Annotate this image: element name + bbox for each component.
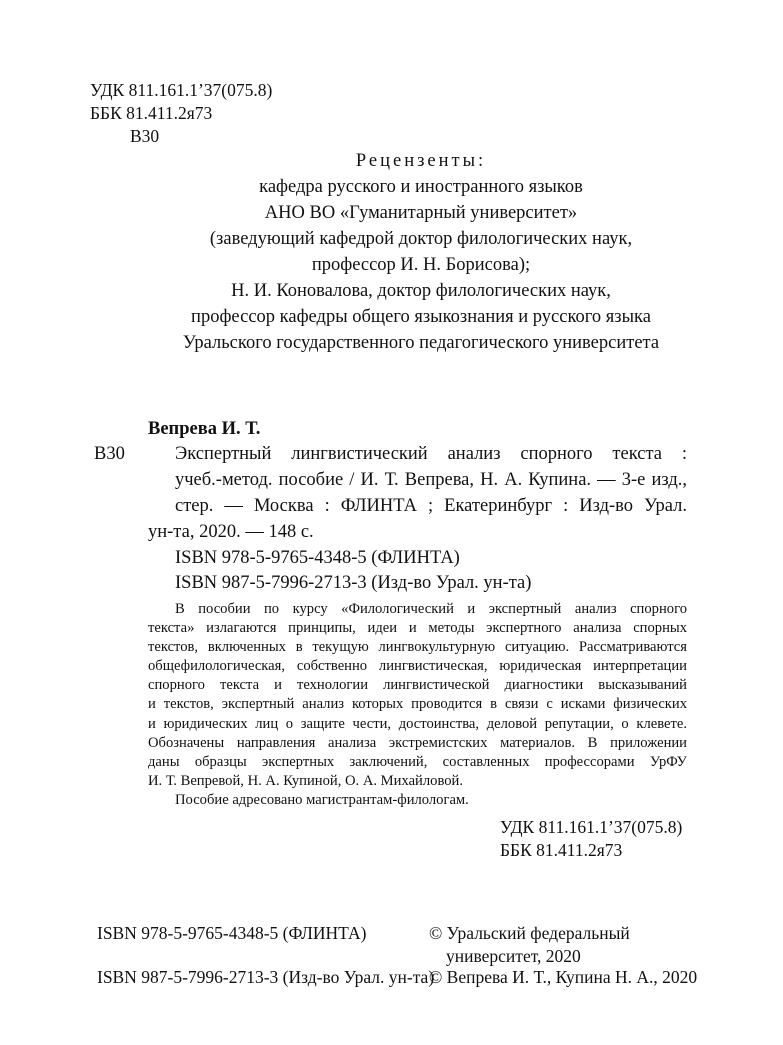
copyright-holder: © Уральский федеральный xyxy=(429,923,630,943)
abstract-line: и текстов, экспертный анализ которых проводится в связи с исками физических xyxy=(148,696,687,713)
audience-line: Пособие адресовано магистрантам-филологам. xyxy=(175,791,469,808)
reviewer-line: (заведующий кафедрой доктор филологических наук, xyxy=(209,229,633,249)
isbn-line: ISBN 987-5-7996-2713-3 (Изд-во Урал. ун-та) xyxy=(175,573,532,593)
reviewers-block xyxy=(130,148,712,356)
description-line: ун-та, 2020. — 148 с. xyxy=(148,522,314,542)
bbk-code-right: ББК 81.411.2я73 xyxy=(500,840,623,860)
abstract-line: текста» излагаются принципы, идеи и методы экспертного анализа спорных xyxy=(148,620,687,637)
description-line: Экспертный лингвистический анализ спорного текста : xyxy=(175,444,687,464)
reviewer-line: Уральского государственного педагогического университета xyxy=(182,333,660,353)
abstract-line: И. Т. Вепревой, Н. А. Купиной, О. А. Михайловой. xyxy=(148,772,463,789)
udk-code-right: УДК 811.161.1’37(075.8) xyxy=(500,817,683,837)
udk-code: УДК 811.161.1’37(075.8) xyxy=(90,80,273,100)
author-sign: В30 xyxy=(130,126,160,146)
reviewer-line: профессор И. Н. Борисова); xyxy=(311,255,531,275)
abstract-line: даны образцы экспертных заключений, составленных профессорами УрФУ xyxy=(148,753,687,770)
copyright-authors: © Вепрева И. Т., Купина Н. А., 2020 xyxy=(429,967,698,987)
abstract xyxy=(148,600,687,810)
abstract-line: и юридических лиц о защите чести, достоинства, деловой репутации, о клевете. xyxy=(148,715,687,732)
bbk-code: ББК 81.411.2я73 xyxy=(90,103,213,123)
description-line: учеб.-метод. пособие / И. Т. Вепрева, Н. А. Купина. — 3-е изд., xyxy=(175,470,687,490)
reviewer-line: АНО ВО «Гуманитарный университет» xyxy=(264,203,578,223)
isbn-line: ISBN 978-5-9765-4348-5 (ФЛИНТА) xyxy=(175,548,460,568)
abstract-line: Обозначены направления анализа экстремистских материалов. В приложении xyxy=(148,734,687,751)
abstract-line: спорного текста и технологии лингвистической диагностики высказываний xyxy=(148,677,687,694)
reviewers-title: Рецензенты: xyxy=(355,151,487,171)
isbn-urfu: ISBN 987-5-7996-2713-3 (Изд-во Урал. ун-та) xyxy=(97,967,435,987)
abstract-line: общефилологическая, собственно лингвистическая, юридическая интерпретации xyxy=(148,658,687,675)
bibliographic-description xyxy=(148,441,687,545)
author-heading: Вепрева И. Т. xyxy=(148,419,261,439)
abstract-line: текстов, включенных в текущую лингвокультурную ситуацию. Рассматриваются xyxy=(148,639,687,656)
reviewer-line: профессор кафедры общего языкознания и русского языка xyxy=(191,307,651,327)
bibliography-author-sign: В30 xyxy=(94,444,125,464)
reviewer-line: Н. И. Коновалова, доктор филологических наук, xyxy=(231,281,611,301)
isbn-flinta: ISBN 978-5-9765-4348-5 (ФЛИНТА) xyxy=(97,923,367,943)
description-line: стер. — Москва : ФЛИНТА ; Екатеринбург : Изд-во Урал. xyxy=(175,496,687,516)
abstract-line: В пособии по курсу «Филологический и экспертный анализ спорного xyxy=(175,601,687,617)
reviewer-line: кафедра русского и иностранного языков xyxy=(259,177,583,197)
copyright-holder-continued: университет, 2020 xyxy=(446,946,581,966)
